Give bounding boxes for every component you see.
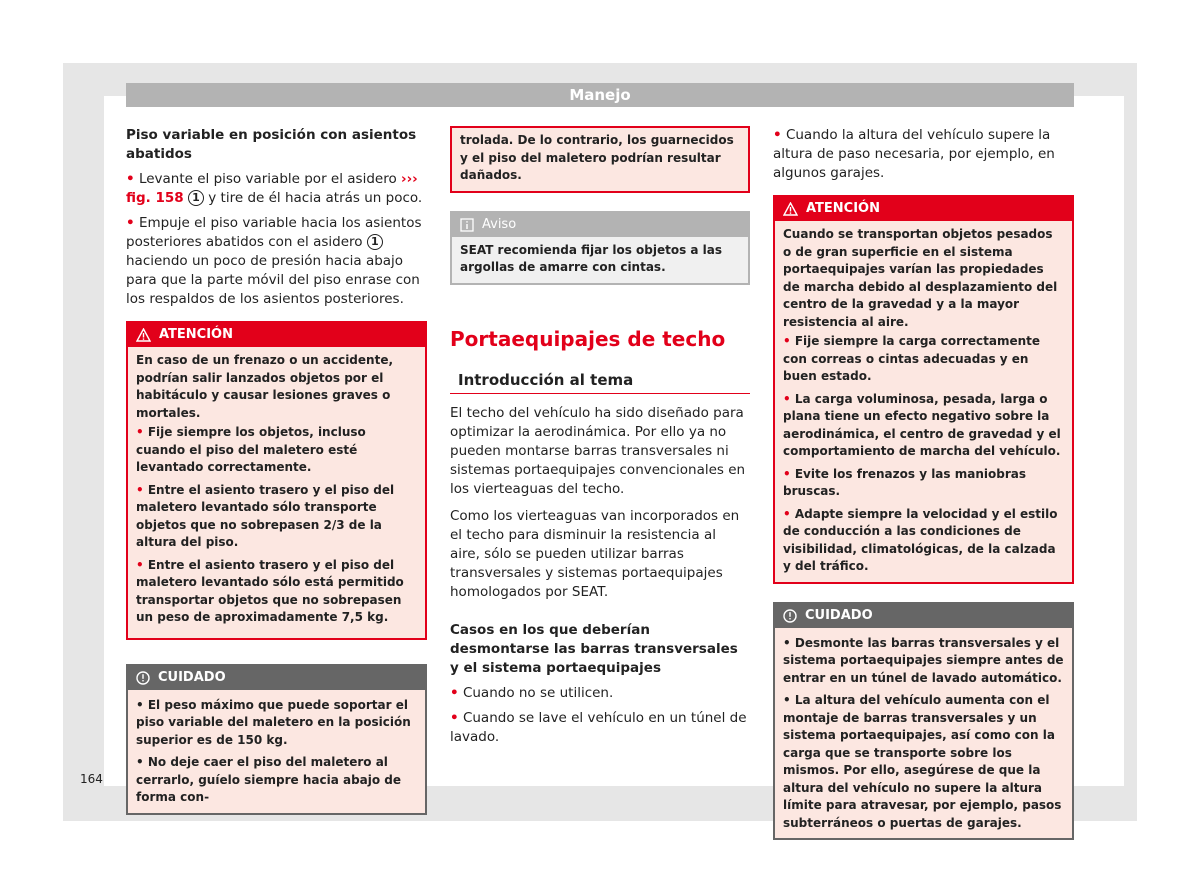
warning-box-continued: trolada. De lo contrario, los guarnecidos y el piso del maletero podrían resultar dañados. [450,126,750,193]
caution-circle-icon [783,609,797,623]
list-item: • No deje caer el piso del maletero al cerrarlo, guíelo siempre hacia abajo de forma con- [136,755,402,804]
caution-box [773,602,1074,841]
list-item: • Cuando se lave el vehículo en un túnel de lavado. [450,709,747,745]
section-header: Manejo [126,83,1074,107]
caution-header: CUIDADO [775,604,1072,628]
caution-header: CUIDADO [128,666,425,690]
warning-triangle-icon [783,202,798,216]
warning-triangle-icon [136,328,151,342]
warning-intro: En caso de un frenazo o un accidente, podrían salir lanzados objetos por el habitáculo y causar lesiones graves o mortales. [136,353,394,420]
list-item: • La altura del vehículo aumenta con el montaje de barras transversales y un sistema portaequipajes, así como con la carga que se transporte sobre los mismos. Por ello, asegúrese de que la altura del vehículo no supere la altura límite para atravesar, por ejemplo, pasos subterráneos o puertas de garajes. [783,693,1062,830]
list-item: • Cuando la altura del vehículo supere la altura de paso necesaria, por ejemplo, en algunos garajes. [773,127,1055,181]
list-item: • Empuje el piso variable hacia los asientos posteriores abatidos con el asidero 1 haciendo un poco de presión hacia abajo para que la parte móvil del piso enrase con los respaldos de los asientos posteriores. [126,215,422,307]
list-item: • La carga voluminosa, pesada, larga o plana tiene un efecto negativo sobre la aerodinámica, el centro de gravedad y el comportamiento de marcha del vehículo. [783,391,1061,458]
warning-header: ATENCIÓN [128,323,425,347]
list-item: • Desmonte las barras transversales y el sistema portaequipajes siempre antes de entrar en un túnel de lavado automático. [783,635,1064,685]
caution-circle-icon [136,671,150,685]
paragraph: Como los vierteaguas van incorporados en el techo para disminuir la resistencia al aire, sólo se pueden utilizar barras transversales y sistemas portaequipajes homologados por SEAT. [450,507,740,600]
warning-header: ATENCIÓN [775,197,1072,221]
list-item: • Adapte siempre la velocidad y el estilo de conducción a las condiciones de visibilidad, climatológicas, de la calzada y del tráfico. [783,506,1058,573]
subtitle: Casos en los que deberían desmontarse las barras transversales y el sistema portaequipajes [450,621,738,676]
list-item: • El peso máximo que puede soportar el piso variable del maletero en la posición superior es de 150 kg. [136,697,411,747]
list-item: • Fije siempre los objetos, incluso cuando el piso del maletero esté levantado correctamente. [136,425,366,474]
bullet-icon: • [126,215,135,231]
list-item: • Fije siempre la carga correctamente con correas o cintas adecuadas y en buen estado. [783,334,1041,383]
number-badge: 1 [188,190,204,206]
list-item: • Cuando no se utilicen. [450,684,614,701]
column-middle [450,126,750,753]
page-number: 164 [80,772,103,786]
subtitle: Piso variable en posición con asientos abatidos [126,127,417,162]
section-title: Portaequipajes de techo [450,326,726,351]
note-box: Aviso SEAT recomienda fijar los objetos a las argollas de amarre con cintas. [450,211,750,285]
subsection-title: Introducción al tema [450,367,750,394]
warning-box [126,321,427,640]
list-item: • Levante el piso variable por el asidero ››› fig. 158 1 y tire de él hacia atrás un poco. [126,171,423,206]
figure-link[interactable]: ››› fig. 158 [126,171,418,206]
list-item: • Entre el asiento trasero y el piso del maletero levantado sólo está permitido transportar objetos que no sobrepasen un peso de aproximadamente 7,5 kg. [136,557,404,624]
list-item: • Entre el asiento trasero y el piso del maletero levantado sólo transporte objetos que no sobrepasen 2/3 de la altura del piso. [136,482,395,549]
number-badge: 1 [367,234,383,250]
note-header: Aviso [452,213,748,237]
warning-box [773,195,1074,584]
paragraph: El techo del vehículo ha sido diseñado para optimizar la aerodinámica. Por ello ya no pueden montarse barras transversales ni sistemas portaequipajes convencionales en los vierteaguas del techo. [450,404,746,497]
bullet-icon: • [126,171,135,187]
info-icon [460,218,474,232]
list-item: • Evite los frenazos y las maniobras bruscas. [783,466,1026,498]
caution-box [126,664,427,815]
column-right [773,126,1074,840]
warning-intro: Cuando se transportan objetos pesados o de gran superficie en el sistema portaequipajes varían las propiedades de marcha debido al desplazamiento del centro de la gravedad y a la mayor resistencia al aire. [783,227,1058,329]
column-left [126,126,427,815]
